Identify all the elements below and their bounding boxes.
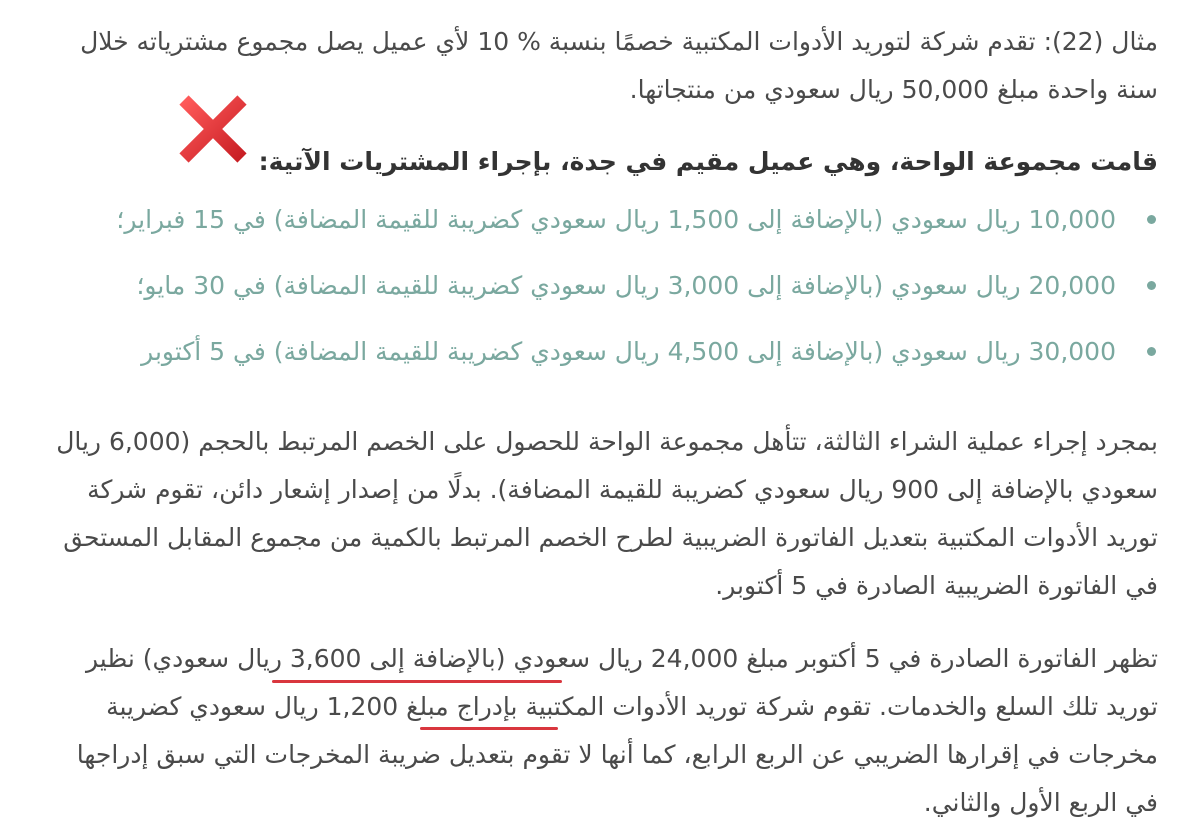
purchases-list [38,198,1158,396]
bullet-dot-icon [1147,281,1156,290]
red-underline-annotation [420,727,558,730]
purchase-item [38,264,1158,330]
discount-paragraph: بمجرد إجراء عملية الشراء الثالثة، تتأهل مجموعة الواحة للحصول على الخصم المرتبط بالحجم (6,000 ريال سعودي بالإضافة إلى 900 ريال سعودي كضريبة للقيمة المضافة). بدلًا من إصدار إشعار دائن، تقوم شركة توريد الأدوات المكتبية بتعديل الفاتورة الضريبية لطرح الخصم المرتبط بالكمية من مجموع المقابل المستحق في الفاتورة الضريبية الصادرة في 5 أكتوبر. [56,427,1158,600]
purchase-item-text: 30,000 ريال سعودي (بالإضافة إلى 4,500 ريال سعودي كضريبة للقيمة المضافة) في 5 أكتوبر [141,337,1116,366]
purchase-item [38,330,1158,396]
purchase-item [38,198,1158,264]
purchases-heading: قامت مجموعة الواحة، وهي عميل مقيم في جدة، بإجراء المشتريات الآتية: [258,147,1158,176]
invoice-paragraph: تظهر الفاتورة الصادرة في 5 أكتوبر مبلغ 24,000 ريال سعودي (بالإضافة إلى 3,600 ريال سعودي) نظير توريد تلك السلع والخدمات. تقوم شركة توريد الأدوات المكتبية بإدراج مبلغ 1,200 ريال سعودي كضريبة مخرجات في إقرارها الضريبي عن الربع الرابع، كما أنها لا تقوم بتعديل ضريبة المخرجات التي سبق إدراجها في الربع الأول والثاني. [76,644,1158,817]
red-underline-annotation [272,680,562,683]
example-intro-paragraph: مثال (22): تقدم شركة لتوريد الأدوات المكتبية خصمًا بنسبة % 10 لأي عميل يصل مجموع مشترياته خلال سنة واحدة مبلغ 50,000 ريال سعودي من منتجاتها. [80,27,1158,104]
purchase-item-text: 20,000 ريال سعودي (بالإضافة إلى 3,000 ريال سعودي كضريبة للقيمة المضافة) في 30 مايو؛ [136,271,1116,300]
bullet-dot-icon [1147,215,1156,224]
bullet-dot-icon [1147,347,1156,356]
purchase-item-text: 10,000 ريال سعودي (بالإضافة إلى 1,500 ريال سعودي كضريبة للقيمة المضافة) في 15 فبراير؛ [116,205,1116,234]
